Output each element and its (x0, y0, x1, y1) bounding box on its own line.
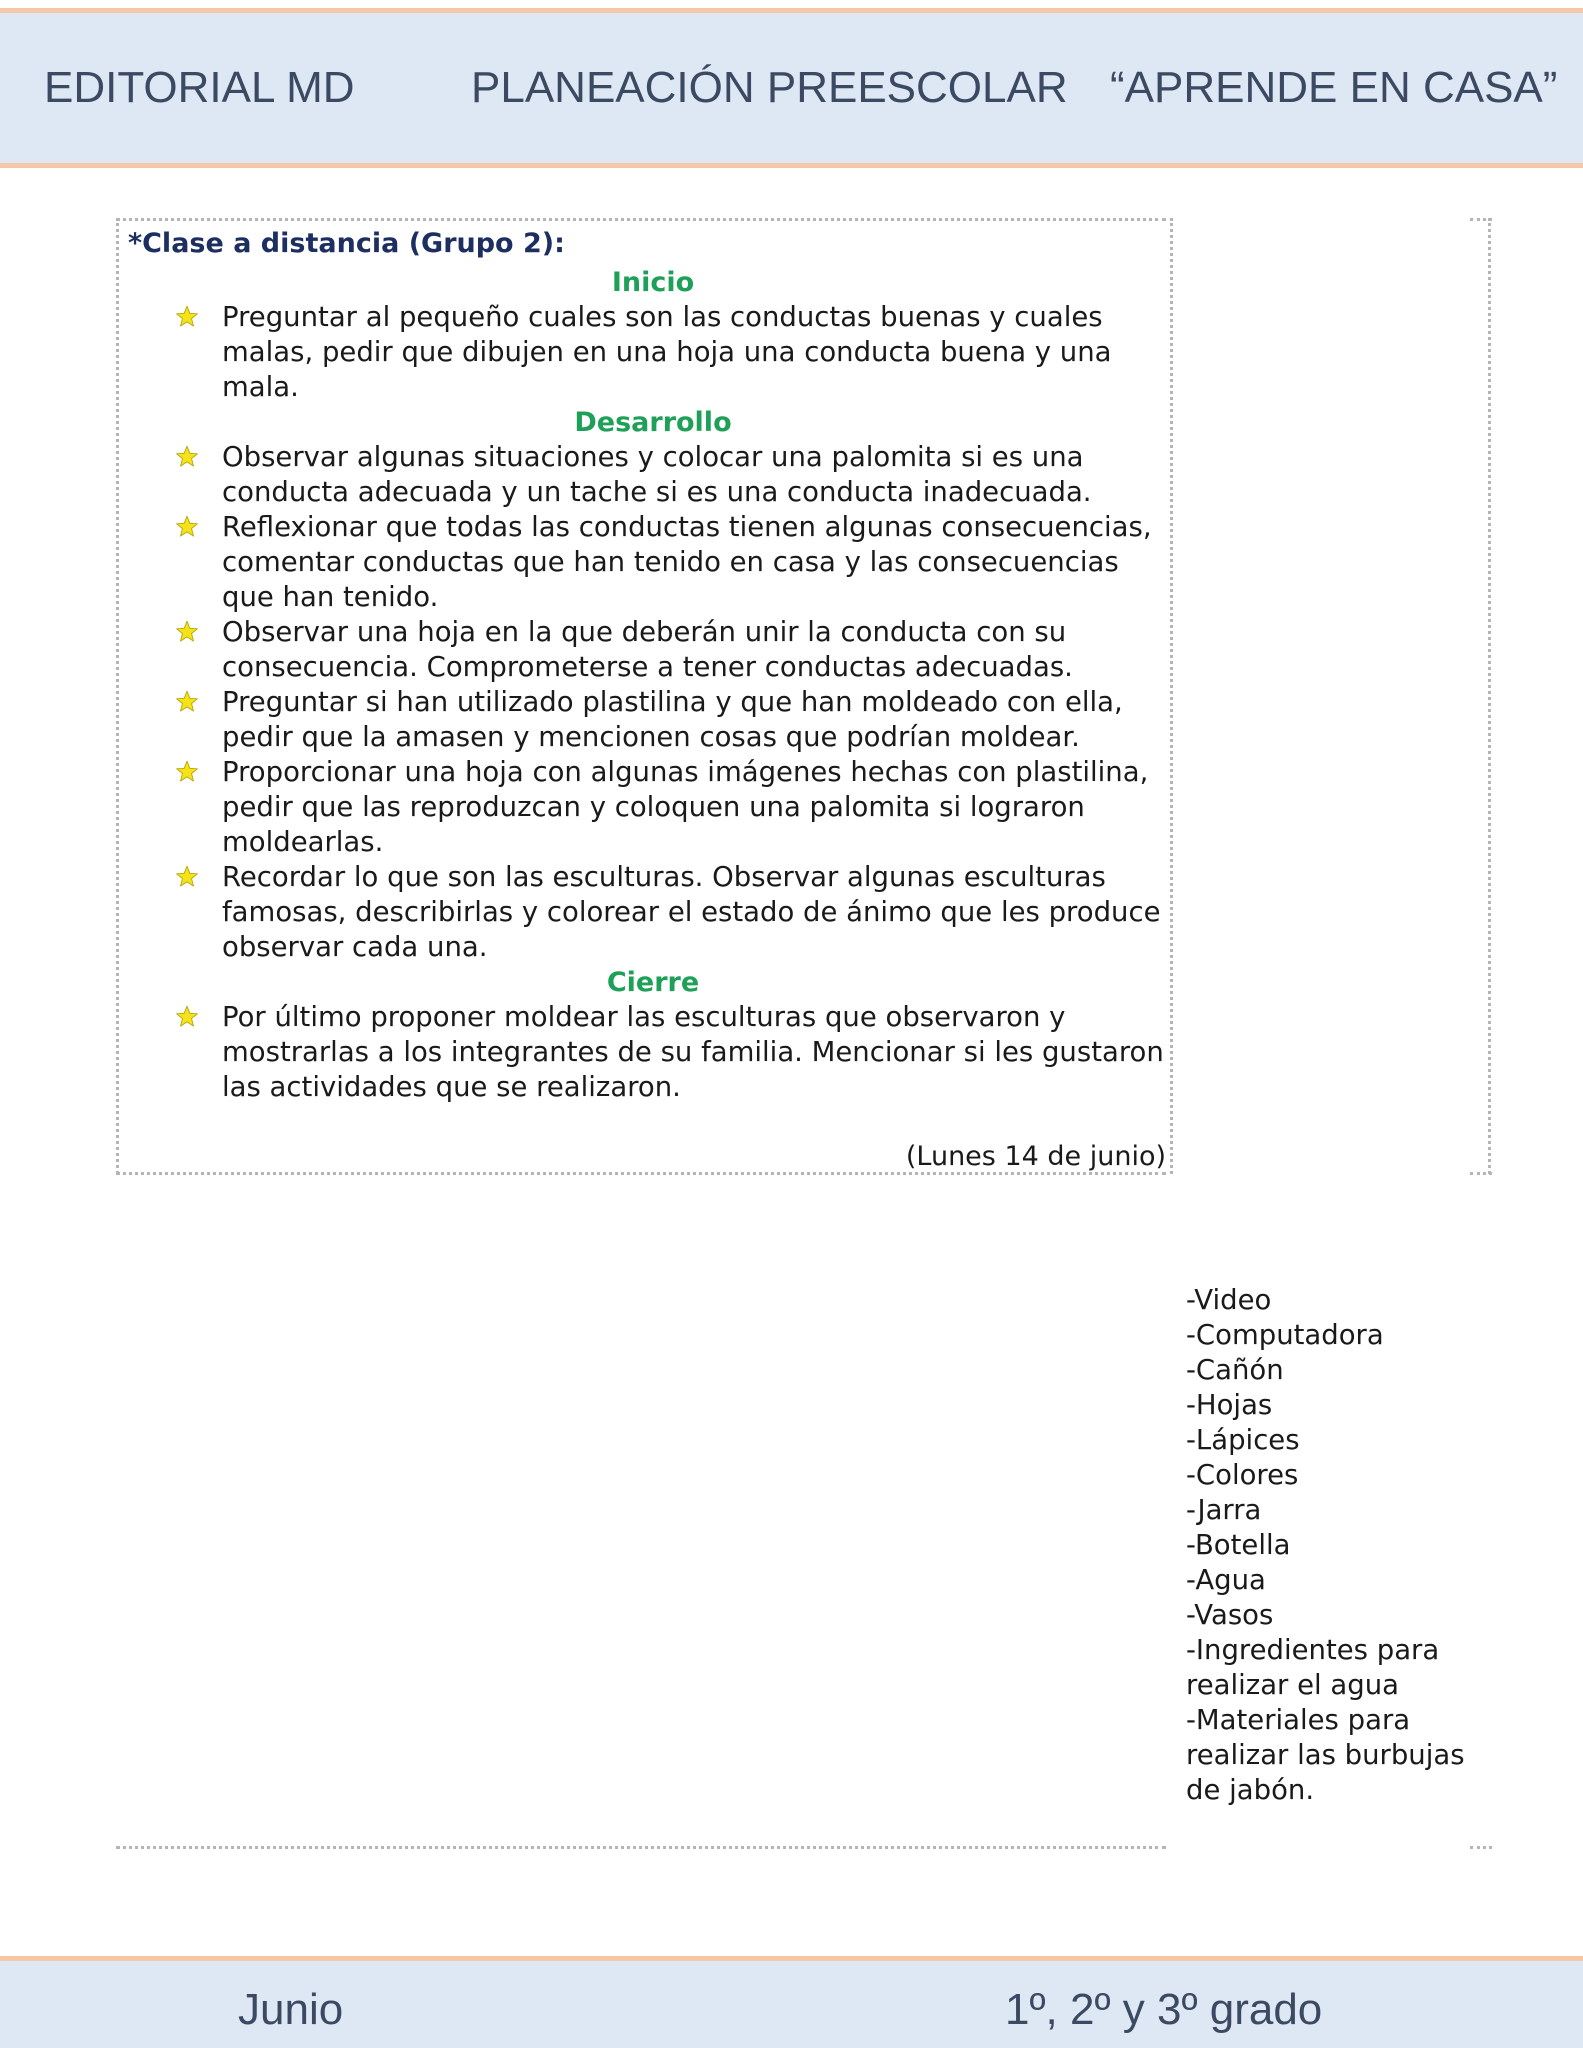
material-item: -Jarra (1186, 1494, 1262, 1526)
star-bullet-icon (174, 619, 200, 645)
material-item: -Colores (1186, 1459, 1299, 1491)
activity-item (118, 440, 1168, 510)
activity-item (118, 510, 1168, 615)
star-bullet-icon (174, 1004, 200, 1030)
material-item: -Botella (1186, 1529, 1291, 1561)
activity-text: Reflexionar que todas las conductas tienen algunas consecuencias, comentar conductas que han tenido en casa y las consecuencias que han tenido. (222, 511, 1152, 613)
activity-item (118, 300, 1168, 405)
star-bullet-icon (174, 444, 200, 470)
activity-text: Preguntar al pequeño cuales son las conductas buenas y cuales malas, pedir que dibujen en una hoja una conducta buena y una mala. (222, 301, 1112, 403)
class-date: (Lunes 14 de junio) (905, 1141, 1166, 1172)
activity-sections (118, 265, 1168, 1105)
activity-text: Preguntar si han utilizado plastilina y que han moldeado con ella, pedir que la amasen y mencionen cosas que podrían moldear. (222, 686, 1123, 753)
material-item: -Cañón (1186, 1354, 1284, 1386)
star-bullet-icon (174, 864, 200, 890)
table-border-top-left (116, 218, 1166, 221)
star-bullet-icon (174, 689, 200, 715)
activity-item (118, 615, 1168, 685)
activity-text: Recordar lo que son las esculturas. Observar algunas esculturas famosas, describirlas y colorear el estado de ánimo que les produce observar cada una. (222, 861, 1161, 963)
materials-list (1186, 1283, 1486, 1808)
activity-item (118, 685, 1168, 755)
material-item: -Agua (1186, 1564, 1266, 1596)
activity-text: Observar una hoja en la que deberán unir la conducta con su consecuencia. Comprometerse a tener conductas adecuadas. (222, 616, 1073, 683)
material-item: -Hojas (1186, 1389, 1273, 1421)
activity-list (118, 300, 1168, 405)
activity-item (118, 1000, 1168, 1105)
document-title: PLANEACIÓN PREESCOLAR (471, 63, 1068, 112)
activity-text: Observar algunas situaciones y colocar una palomita si es una conducta adecuada y un tache si es una conducta inadecuada. (222, 441, 1092, 508)
footer-month: Junio (238, 1985, 344, 2034)
publisher-name: EDITORIAL MD (44, 63, 355, 112)
star-bullet-icon (174, 514, 200, 540)
table-border-bottom-right (1470, 1846, 1492, 1849)
star-bullet-icon (174, 304, 200, 330)
section-heading: Inicio (611, 267, 695, 298)
star-bullet-icon (174, 759, 200, 785)
material-item: -Lápices (1186, 1424, 1300, 1456)
program-name: “APRENDE EN CASA” (1110, 63, 1558, 112)
table-border-right (1488, 218, 1491, 1174)
activity-card (118, 228, 1168, 1174)
activity-item (118, 755, 1168, 860)
header-band (0, 8, 1583, 168)
footer-band (0, 1956, 1583, 2048)
material-item: -Video (1186, 1284, 1272, 1316)
class-title: *Clase a distancia (Grupo 2): (128, 228, 565, 259)
material-item: -Materiales para realizar las burbujas de jabón. (1186, 1704, 1465, 1806)
activity-item (118, 860, 1168, 965)
activity-text: Por último proponer moldear las esculturas que observaron y mostrarlas a los integrantes de su familia. Mencionar si les gustaron las actividades que se realizaron. (222, 1001, 1164, 1103)
material-item: -Computadora (1186, 1319, 1384, 1351)
table-border-center (1170, 218, 1173, 1174)
table-border-bottom-left (116, 1846, 1166, 1849)
material-item: -Vasos (1186, 1599, 1274, 1631)
activity-list (118, 1000, 1168, 1105)
section-heading: Desarrollo (574, 407, 732, 438)
footer-grades: 1º, 2º y 3º grado (1005, 1985, 1323, 2034)
material-item: -Ingredientes para realizar el agua (1186, 1634, 1440, 1701)
section-heading: Cierre (606, 967, 700, 998)
activity-text: Proporcionar una hoja con algunas imágenes hechas con plastilina, pedir que las reproduzcan y coloquen una palomita si lograron moldearlas. (222, 756, 1149, 858)
activity-list (118, 440, 1168, 965)
